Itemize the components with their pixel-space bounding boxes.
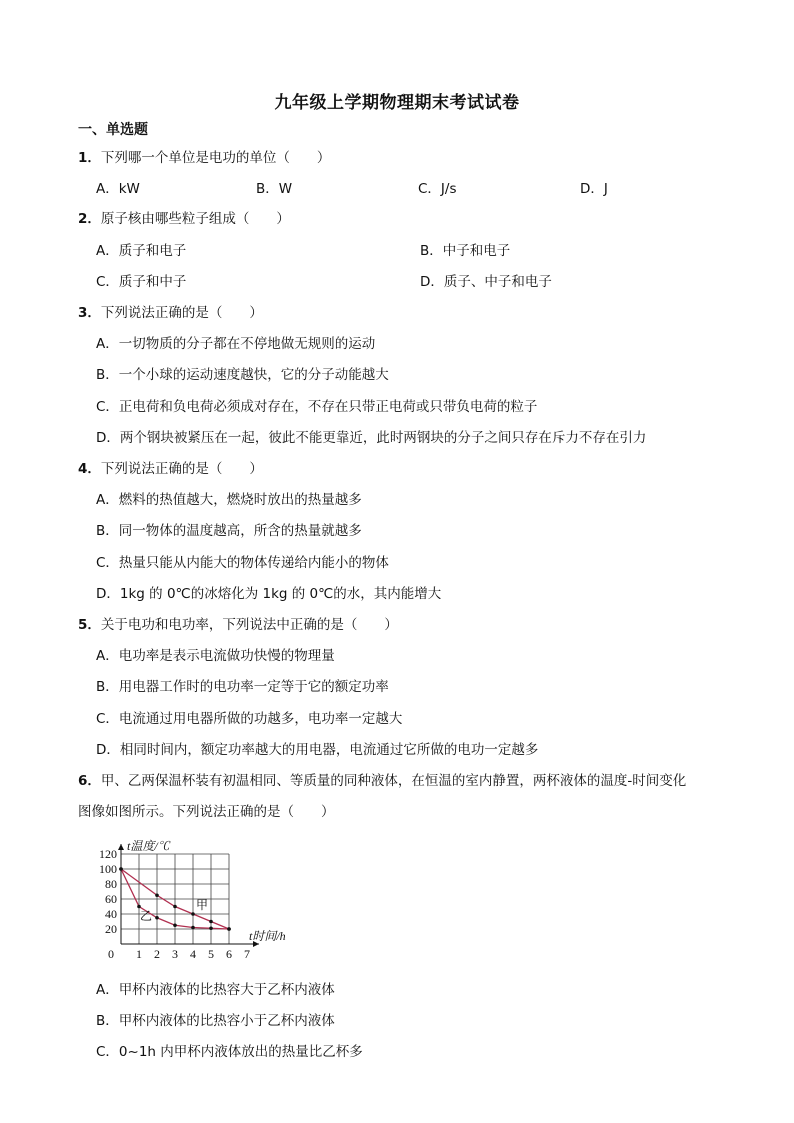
option-4c[interactable]: C．热量只能从内能大的物体传递给内能小的物体	[96, 555, 389, 571]
option-5c[interactable]: C．电流通过用电器所做的功越多，电功率一定越大	[96, 711, 403, 727]
option-5b[interactable]: B．用电器工作时的电功率一定等于它的额定功率	[96, 679, 389, 695]
x-tick-label: 7	[244, 947, 250, 960]
question-stem: 下列说法正确的是（ ）	[100, 461, 263, 477]
data-point	[155, 893, 159, 897]
y-axis-label: t温度/℃	[127, 839, 170, 853]
data-point	[119, 867, 123, 871]
y-tick-label: 80	[105, 877, 117, 891]
option-2b[interactable]: B．中子和电子	[420, 243, 511, 259]
option-3a[interactable]: A．一切物质的分子都在不停地做无规则的运动	[96, 336, 376, 352]
question-stem: 下列哪一个单位是电功的单位（ ）	[100, 150, 331, 166]
x-tick-label: 0	[108, 947, 114, 960]
page-title: 九年级上学期物理期末考试试卷	[274, 93, 520, 113]
question-stem: 甲、乙两保温杯装有初温相同、等质量的同种液体，在恒温的室内静置，两杯液体的温度-时间变化	[100, 773, 687, 789]
question-number: 3．	[78, 305, 101, 321]
option-1d[interactable]: D．J	[580, 181, 608, 197]
x-tick-label: 2	[154, 947, 160, 960]
question-4	[78, 457, 263, 477]
x-axis-label: t时间/h	[249, 929, 286, 943]
y-tick-label: 60	[105, 892, 117, 906]
y-tick-label: 20	[105, 922, 117, 936]
question-3	[78, 301, 263, 321]
option-3d[interactable]: D．两个钢块被紧压在一起，彼此不能更靠近，此时两钢块的分子之间只存在斥力不存在引力	[96, 430, 647, 446]
y-tick-label: 40	[105, 907, 117, 921]
y-axis-arrow	[118, 844, 124, 850]
data-point	[173, 923, 177, 927]
data-point	[155, 916, 159, 920]
question-stem: 原子核由哪些粒子组成（ ）	[100, 211, 290, 227]
option-3b[interactable]: B．一个小球的运动速度越快，它的分子动能越大	[96, 367, 389, 383]
option-1b[interactable]: B．W	[256, 181, 293, 197]
option-5a[interactable]: A．电功率是表示电流做功快慢的物理量	[96, 648, 335, 664]
option-6b[interactable]: B．甲杯内液体的比热容小于乙杯内液体	[96, 1013, 335, 1029]
option-3c[interactable]: C．正电荷和负电荷必须成对存在，不存在只带正电荷或只带负电荷的粒子	[96, 399, 538, 415]
question-number: 4．	[78, 461, 101, 477]
data-point	[227, 927, 231, 931]
option-2a[interactable]: A．质子和电子	[96, 243, 187, 259]
question-6-stem-continued: 图像如图所示。下列说法正确的是（ ）	[78, 804, 335, 820]
question-number: 1．	[78, 150, 101, 166]
data-point	[137, 905, 141, 909]
question-1	[78, 146, 330, 166]
question-5	[78, 613, 398, 633]
option-5d[interactable]: D．相同时间内，额定功率越大的用电器，电流通过它所做的电功一定越多	[96, 742, 539, 758]
data-point	[209, 926, 213, 930]
option-2c[interactable]: C．质子和中子	[96, 274, 187, 290]
data-point	[191, 926, 195, 930]
data-point	[191, 912, 195, 916]
data-point	[173, 905, 177, 909]
question-number: 5．	[78, 617, 101, 633]
option-1c[interactable]: C．J/s	[418, 181, 457, 197]
data-point	[209, 920, 213, 924]
option-2d[interactable]: D．质子、中子和电子	[420, 274, 552, 290]
x-tick-label: 1	[136, 947, 142, 960]
series-label: 甲	[196, 898, 209, 912]
x-tick-label: 5	[208, 947, 214, 960]
x-tick-label: 4	[190, 947, 196, 960]
chart-labels	[99, 839, 286, 960]
option-4b[interactable]: B．同一物体的温度越高，所含的热量就越多	[96, 523, 362, 539]
question-stem: 下列说法正确的是（ ）	[100, 305, 263, 321]
option-4a[interactable]: A．燃料的热值越大，燃烧时放出的热量越多	[96, 492, 362, 508]
temperature-time-chart	[94, 832, 304, 960]
option-4d[interactable]: D．1kg 的 0℃的冰熔化为 1kg 的 0℃的水，其内能增大	[96, 586, 442, 602]
option-1a[interactable]: A．kW	[96, 181, 140, 197]
x-tick-label: 6	[226, 947, 232, 960]
chart-grid	[121, 854, 229, 944]
option-6a[interactable]: A．甲杯内液体的比热容大于乙杯内液体	[96, 982, 335, 998]
y-tick-label: 100	[99, 862, 117, 876]
question-stem: 关于电功和电功率，下列说法中正确的是（ ）	[100, 617, 398, 633]
question-2	[78, 207, 290, 227]
series-label: 乙	[140, 908, 153, 923]
section-heading: 一、单选题	[78, 122, 148, 138]
question-number: 6．	[78, 773, 101, 789]
question-number: 2．	[78, 211, 101, 227]
y-tick-label: 120	[99, 847, 117, 861]
question-6	[78, 769, 686, 789]
option-6c[interactable]: C．0~1h 内甲杯内液体放出的热量比乙杯多	[96, 1044, 363, 1060]
x-tick-label: 3	[172, 947, 178, 960]
